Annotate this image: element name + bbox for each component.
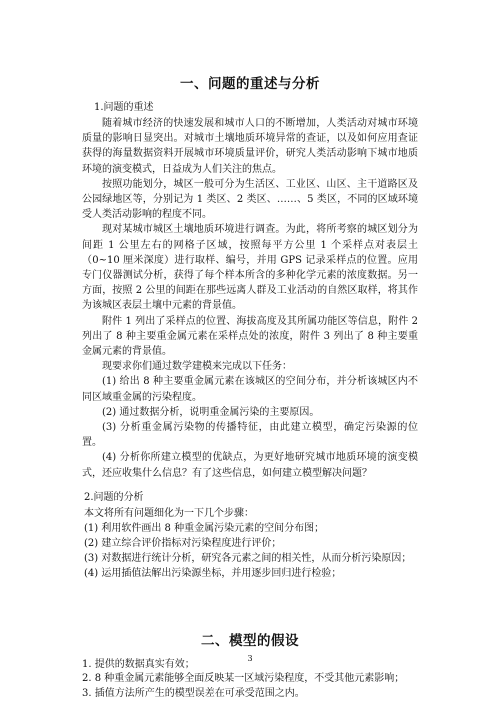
assumption-item: 3. 插值方法所产生的模型误差在可承受范围之内。 bbox=[82, 687, 305, 699]
subsection-restatement: 1.问题的重述 bbox=[94, 102, 154, 113]
analysis-step: (3) 对数据进行统计分析，研究各元素之间的相关性，从而分析污染原因； bbox=[84, 552, 412, 564]
paragraph: 随着城市经济的快速发展和城市人口的不断增加，人类活动对城市环境质量的影响日显突出。对城市土壤地质环境异常的查证，以及如何应用查证获得的海量数据资料开展城市环境质量评价，研究人类活动影响下城市地质环境的演变模式，日益成为人们关注的焦点。 bbox=[82, 118, 418, 175]
analysis-step: (1) 利用软件画出 8 种重金属污染元素的空间分布图； bbox=[84, 522, 325, 534]
analysis-block bbox=[82, 491, 418, 581]
task-list bbox=[82, 374, 418, 480]
paragraph: 按照功能划分，城区一般可分为生活区、工业区、山区、主干道路区及公园绿地区等，分别记为 1 类区、2 类区、……、5 类区，不同的区域环境受人类活动影响的程度不同。 bbox=[82, 178, 418, 221]
section-title-assumptions: 二、模型的假设 bbox=[201, 632, 299, 649]
task-item: (1) 给出 8 种主要重金属元素在该城区的空间分布，并分析该城区内不同区域重金属的污染程度。 bbox=[82, 376, 418, 403]
section-title-problem: 一、问题的重述与分析 bbox=[180, 76, 320, 92]
assumption-item: 2. 8 种重金属元素能够全面反映某一区域污染程度，不受其他元素影响； bbox=[82, 673, 405, 685]
analysis-intro: 本文将所有问题细化为一下几个步骤： bbox=[84, 507, 254, 519]
paragraph: 附件 1 列出了采样点的位置、海拔高度及其所属功能区等信息，附件 2 列出了 8 种主要重金属元素在采样点处的浓度，附件 3 列出了 8 种主要重金属元素的背景值。 bbox=[82, 315, 418, 358]
paragraph: 现要求你们通过数学建模来完成以下任务： bbox=[102, 361, 292, 373]
subsection-analysis: 2.问题的分析 bbox=[84, 491, 144, 503]
task-item: (4) 分析你所建立模型的优缺点，为更好地研究城市地质环境的演变模式，还应收集什么信息？有了这些信息，如何建立模型解决问题？ bbox=[82, 452, 418, 479]
analysis-step: (4) 运用插值法解出污染源坐标，并用逐步回归进行检验； bbox=[84, 567, 342, 579]
analysis-step: (2) 建立综合评价指标对污染程度进行评价； bbox=[84, 537, 282, 549]
paragraph: 现对某城市城区土壤地质环境进行调查。为此，将所考察的城区划分为间距 1 公里左右的网格子区域，按照每平方公里 1 个采样点对表层土（0~10 厘米深度）进行取样、编号，并用 GPS 记录采样点的位置。应用专门仪器测试分析，获得了每个样本所含的多种化学元素的浓度数据。另一方面，按照 2 公里的间距在那些远离人群及工业活动的自然区取样，将其作为该城区表层土壤中元素的背景值。 bbox=[82, 224, 418, 312]
task-item: (3) 分析重金属污染物的传播特征，由此建立模型，确定污染源的位置。 bbox=[82, 422, 418, 449]
task-item: (2) 通过数据分析，说明重金属污染的主要原因。 bbox=[102, 406, 320, 418]
assumption-item: 1. 提供的数据真实有效； bbox=[82, 658, 195, 670]
page-number: 3 bbox=[247, 654, 253, 663]
